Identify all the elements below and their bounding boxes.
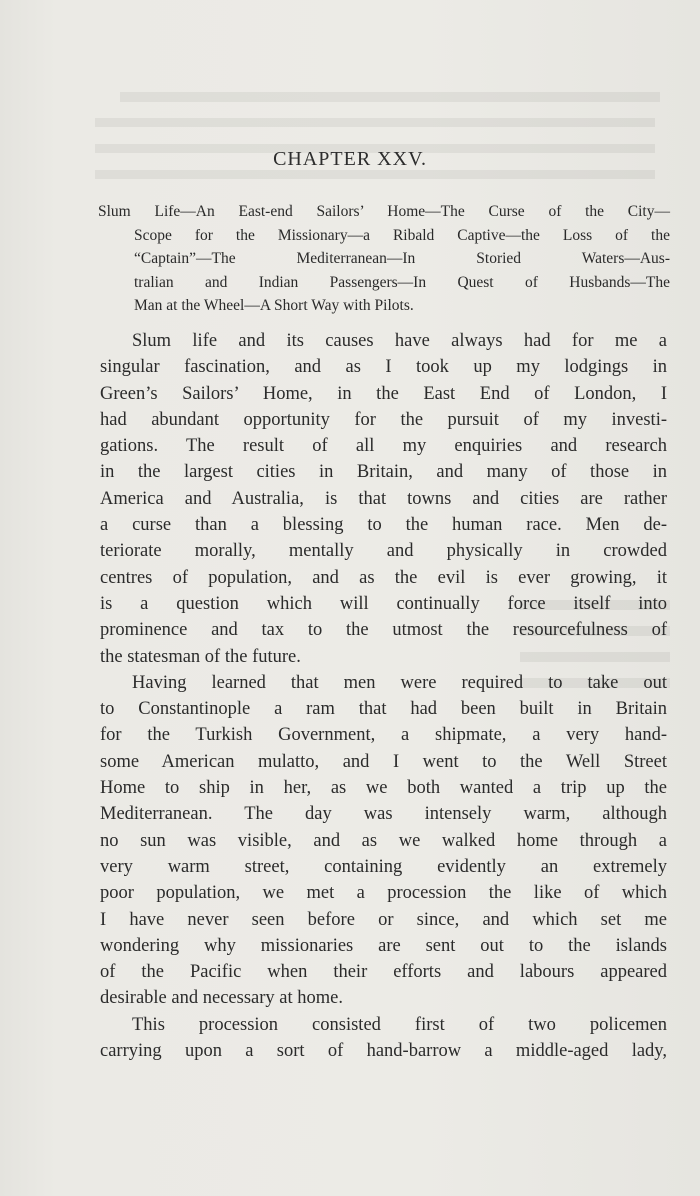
paragraph	[100, 1012, 667, 1065]
text-line: Mediterranean. The day was intensely warm, although	[100, 804, 667, 825]
text-line: to Constantinople a ram that had been built in Britain	[100, 699, 667, 720]
text-line: Slum life and its causes have always had for me a	[132, 331, 667, 351]
text-line: carrying upon a sort of hand-barrow a middle-aged lady,	[100, 1041, 667, 1062]
text-line: America and Australia, is that towns and cities are rather	[100, 488, 667, 509]
text-line: centres of population, and as the evil is ever growing, it	[100, 567, 667, 588]
text-line: of the Pacific when their efforts and labours appeared	[100, 962, 667, 983]
text-line: for the Turkish Government, a shipmate, a very hand-	[100, 725, 667, 746]
text-line: gations. The result of all my enquiries and research	[100, 436, 667, 457]
summary-line: Scope for the Missionary—a Ribald Captive—the Loss of the	[134, 226, 670, 244]
text-line: I have never seen before or since, and which set me	[100, 909, 667, 930]
text-line: a curse than a blessing to the human race. Men de-	[100, 515, 667, 536]
text-line: is a question which will continually force itself into	[100, 593, 667, 614]
text-line: the statesman of the future.	[100, 646, 301, 667]
summary-line: tralian and Indian Passengers—In Quest of Husbands—The	[134, 273, 670, 291]
text-line: This procession consisted first of two policemen	[132, 1014, 667, 1035]
summary-line: Man at the Wheel—A Short Way with Pilots.	[134, 297, 414, 314]
text-line: in the largest cities in Britain, and many of those in	[100, 462, 667, 483]
text-line: Home to ship in her, as we both wanted a trip up the	[100, 778, 667, 799]
text-line: prominence and tax to the utmost the resourcefulness of	[100, 620, 667, 641]
chapter-heading: CHAPTER XXV.	[273, 148, 427, 170]
body-text	[100, 328, 667, 1064]
paragraph	[100, 670, 667, 1012]
text-line: Having learned that men were required to take out	[132, 672, 667, 693]
text-line: some American mulatto, and I went to the Well Street	[100, 751, 667, 772]
text-line: poor population, we met a procession the like of which	[100, 883, 667, 904]
text-line: wondering why missionaries are sent out to the islands	[100, 935, 667, 956]
text-line: very warm street, containing evidently an extremely	[100, 856, 667, 877]
summary-line: Slum Life—An East-end Sailors’ Home—The Curse of the City—	[98, 203, 670, 220]
text-line: teriorate morally, mentally and physically in crowded	[100, 541, 667, 562]
text-line: singular fascination, and as I took up my lodgings in	[100, 357, 667, 378]
paragraph	[100, 328, 667, 670]
text-line: no sun was visible, and as we walked home through a	[100, 830, 667, 851]
text-line: had abundant opportunity for the pursuit of my investi-	[100, 409, 667, 430]
text-line: desirable and necessary at home.	[100, 988, 343, 1009]
text-line: Green’s Sailors’ Home, in the East End of London, I	[100, 383, 667, 404]
chapter-summary	[98, 200, 670, 318]
summary-line: “Captain”—The Mediterranean—In Storied Waters—Aus-	[134, 250, 670, 267]
